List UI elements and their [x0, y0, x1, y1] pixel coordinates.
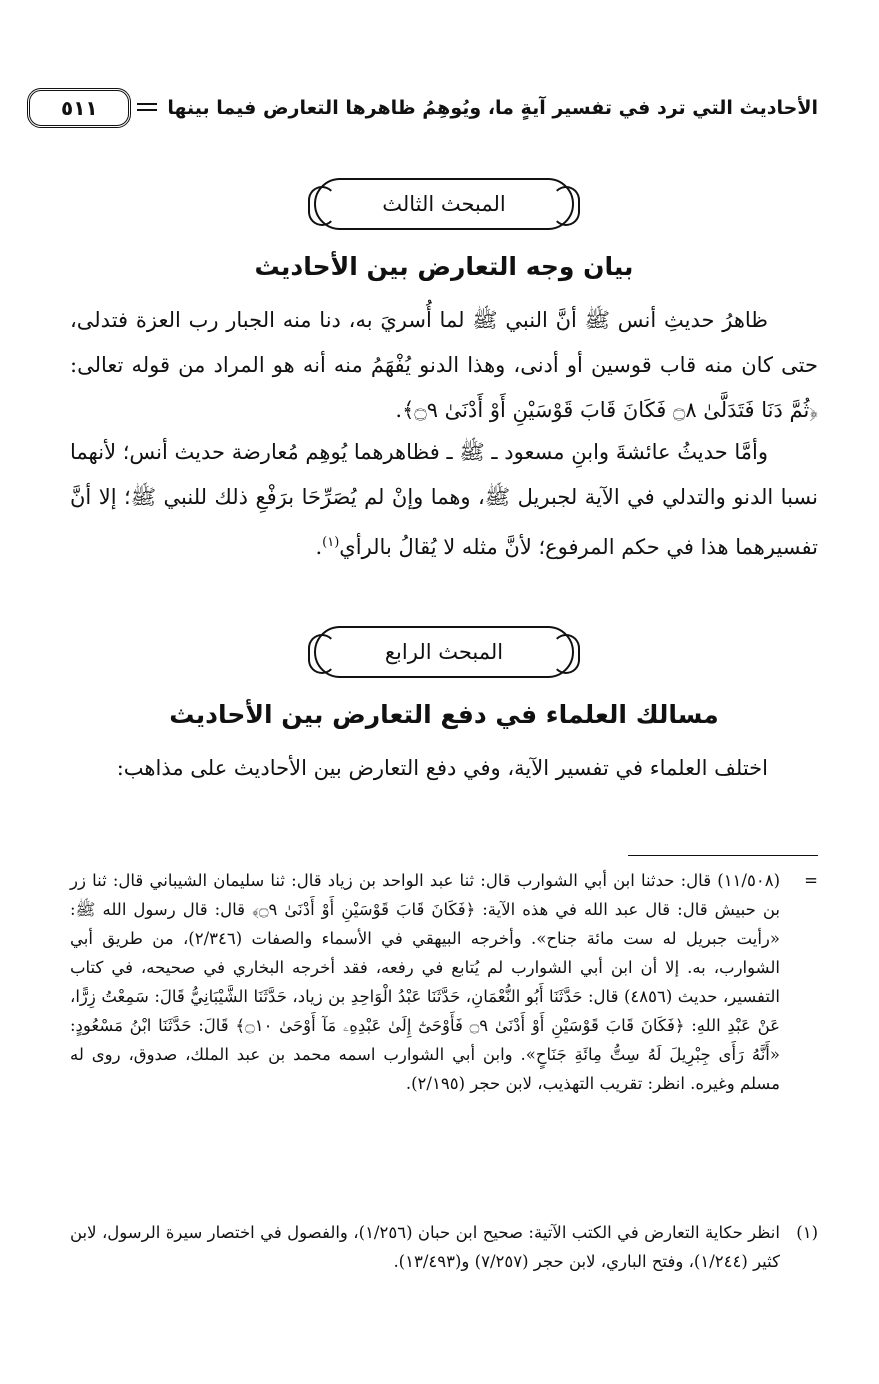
footnote-marker: =	[804, 871, 818, 890]
footnote	[70, 866, 818, 1098]
footnote-text: انظر حكاية التعارض في الكتب الآتية: صحيح ابن حبان (١/٢٥٦)، والفصول في اختصار سيرة الرسول، لابن كثير (١/٢٤٤)، وفتح الباري، لابن حجر (٧/٢٥٧) و(١٣/٤٩٣).	[70, 1223, 780, 1271]
footnote-reference: (١)	[322, 535, 340, 550]
paragraph: اختلف العلماء في تفسير الآية، وفي دفع التعارض بين الأحاديث على مذاهب:	[116, 756, 768, 780]
footnote-text: (١١/٥٠٨) قال: حدثنا ابن أبي الشوارب قال: ثنا عبد الواحد بن زياد قال: ثنا سليمان الشيباني قال: ثنا زر بن حبيش قال: قال عبد الله في هذه الآية: ﴿فَكَانَ قَابَ قَوْسَيْنِ أَوْ أَدْنَىٰ ۝٩﴾ قال: قال رسول الله ﷺ: «رأيت جبريل له ست مائة جناح». وأخرجه البيهقي في الأسماء والصفات (٢/٣٤٦)، من طريق أبي الشوارب، به. إلا أن ابن أبي الشوارب لم يُتابع في رفعه، فقد أخرجه البخاري في صحيحه، في كتاب التفسير، حديث (٤٨٥٦) قال: حَدَّثَنَا أَبُو النُّعْمَانِ، حَدَّثَنَا عَبْدُ الْوَاحِدِ بن زياد، حَدَّثَنَا الشَّيْبَانِيُّ قَالَ: سَمِعْتُ زِرًّا، عَنْ عَبْدِ اللهِ: ﴿فَكَانَ قَابَ قَوْسَيْنِ أَوْ أَدْنَىٰ ۝٩ فَأَوْحَىٰٓ إِلَىٰ عَبْدِهِۦ مَآ أَوْحَىٰ ۝١٠﴾ قَالَ: حَدَّثَنَا ابْنُ مَسْعُودٍ: «أَنَّهُ رَأَى جِبْرِيلَ لَهُ سِتُّ مِائَةِ جَنَاحٍ». وابن أبي الشوارب اسمه محمد بن عبد الملك، صدوق، روى له مسلم وغيره. انظر: تقريب التهذيب، لابن حجر (٢/١٩٥).	[70, 871, 780, 1093]
paragraph: وأمَّا حديثُ عائشةَ وابنِ مسعود ـ ﷺ ـ فظاهرهما يُوهِم مُعارضة حديث أنس؛ لأنهما نسبا الدنو والتدلي في الآية لجبريل ﷺ، وهما وإنْ لم يُصَرِّحَا برَفْعِ ذلك للنبي ﷺ؛ إلا أنَّ تفسيرهما هذا في حكم المرفوع؛ لأنَّ مثله لا يُقالُ بالرأي$^{(١)}$.	[70, 440, 818, 559]
paragraph-text: وأمَّا حديثُ عائشةَ وابنِ مسعود ـ ﷺ ـ فظاهرهما يُوهِم مُعارضة حديث أنس؛ لأنهما نسبا الدنو والتدلي في الآية لجبريل ﷺ، وهما وإنْ لم يُصَرِّحَا برَفْعِ ذلك للنبي ﷺ؛ إلا أنَّ تفسيرهما هذا في حكم المرفوع؛ لأنَّ مثله لا يُقالُ بالرأي	[70, 440, 818, 559]
book-page	[61, 0, 818, 1384]
section-heading-3: بيان وجه التعارض بين الأحاديث	[254, 252, 634, 281]
footnote-marker: (١)	[796, 1223, 818, 1242]
footnote-separator	[628, 855, 818, 856]
footnote	[70, 1218, 818, 1276]
section-label-3: المبحث الثالث	[314, 178, 574, 230]
section-label-4: المبحث الرابع	[314, 626, 574, 678]
page-number: ٥١١	[27, 88, 131, 128]
header-rule	[137, 88, 157, 128]
section-heading-4: مسالك العلماء في دفع التعارض بين الأحاديث	[169, 700, 719, 729]
running-title: الأحاديث التي ترد في تفسير آيةٍ ما، ويُوهِمُ ظاهرها التعارض فيما بينها	[167, 97, 818, 119]
running-header	[61, 88, 818, 128]
paragraph: ظاهرُ حديثِ أنس ﷺ أنَّ النبي ﷺ لما أُسريَ به، دنا منه الجبار رب العزة فتدلى، حتى كان منه قاب قوسين أو أدنى، وهذا الدنو يُفْهَمُ منه أنه هو المراد من قوله تعالى: ﴿ثُمَّ دَنَا فَتَدَلَّىٰ ۝٨ فَكَانَ قَابَ قَوْسَيْنِ أَوْ أَدْنَىٰ ۝٩﴾.	[70, 308, 818, 422]
